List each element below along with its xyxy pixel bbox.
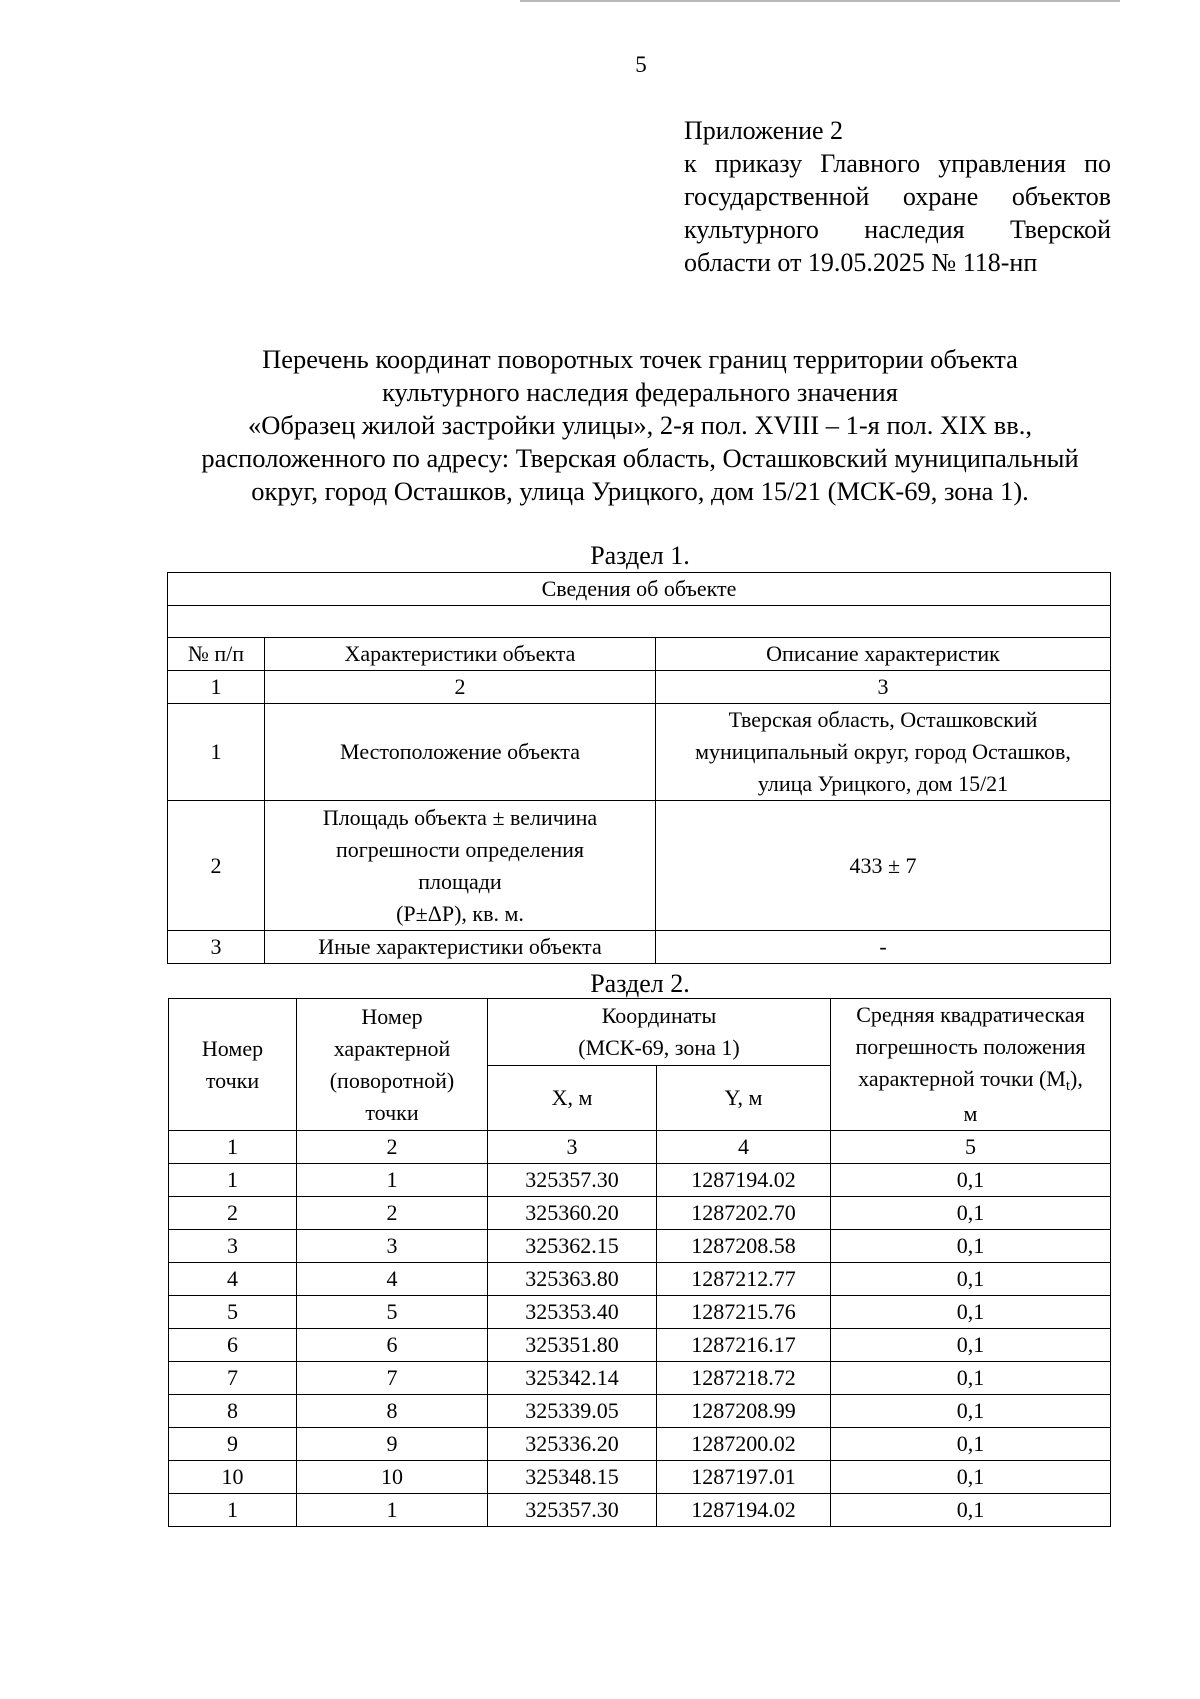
- characteristic-cell: Местоположение объекта: [265, 704, 656, 801]
- error-cell: 0,1: [831, 1395, 1111, 1428]
- row-number-cell: 3: [168, 931, 265, 964]
- char-point-number-cell: 6: [297, 1329, 488, 1362]
- error-cell: 0,1: [831, 1362, 1111, 1395]
- table-row: [169, 1395, 1111, 1428]
- point-number-cell: 3: [169, 1230, 297, 1263]
- characteristic-cell: Иные характеристики объекта: [265, 931, 656, 964]
- header-cell: № п/п: [168, 638, 265, 671]
- point-number-cell: 4: [169, 1263, 297, 1296]
- y-coordinate-cell: 1287215.76: [657, 1296, 831, 1329]
- y-coordinate-cell: 1287218.72: [657, 1362, 831, 1395]
- table-row: [169, 1362, 1111, 1395]
- char-point-number-cell: 7: [297, 1362, 488, 1395]
- title-line: культурного наследия федерального значения: [382, 377, 898, 407]
- characteristic-cell: Площадь объекта ± величина погрешности определения площади (Р±ΔР), кв. м.: [265, 801, 656, 931]
- point-number-cell: 1: [169, 1494, 297, 1527]
- top-border-line: [520, 0, 1120, 2]
- char-point-number-cell: 1: [297, 1164, 488, 1197]
- char-point-number-cell: 3: [297, 1230, 488, 1263]
- x-coordinate-cell: 325357.30: [488, 1494, 657, 1527]
- header-cell: Характеристики объекта: [265, 638, 656, 671]
- error-cell: 0,1: [831, 1428, 1111, 1461]
- table-empty-row: [168, 606, 1111, 638]
- error-cell: 0,1: [831, 1461, 1111, 1494]
- appendix-text: к приказу Главного управления по государственной охране объектов культурного наследия Тверской: [684, 149, 1111, 244]
- column-number-cell: 1: [168, 671, 265, 704]
- x-coordinate-cell: 325348.15: [488, 1461, 657, 1494]
- header-characteristic-point-number: Номер характерной (поворотной) точки: [297, 999, 488, 1131]
- column-number-cell: 4: [657, 1131, 831, 1164]
- section2-heading: Раздел 2.: [590, 969, 690, 998]
- x-coordinate-cell: 325339.05: [488, 1395, 657, 1428]
- column-number-cell: 5: [831, 1131, 1111, 1164]
- point-number-cell: 6: [169, 1329, 297, 1362]
- char-point-number-cell: 1: [297, 1494, 488, 1527]
- table-row: [169, 1263, 1111, 1296]
- x-coordinate-cell: 325336.20: [488, 1428, 657, 1461]
- char-point-number-cell: 9: [297, 1428, 488, 1461]
- point-number-cell: 5: [169, 1296, 297, 1329]
- y-coordinate-cell: 1287212.77: [657, 1263, 831, 1296]
- table-row: [169, 1329, 1111, 1362]
- section1-heading: Раздел 1.: [590, 541, 690, 570]
- document-title: [160, 343, 1120, 508]
- header-error: Средняя квадратическая погрешность положения характерной точки (Мt), м: [831, 999, 1111, 1131]
- x-coordinate-cell: 325353.40: [488, 1296, 657, 1329]
- point-number-cell: 9: [169, 1428, 297, 1461]
- title-line: расположенного по адресу: Тверская область, Осташковский муниципальный: [201, 443, 1079, 473]
- y-coordinate-cell: 1287197.01: [657, 1461, 831, 1494]
- y-coordinate-cell: 1287200.02: [657, 1428, 831, 1461]
- table-row: [169, 1197, 1111, 1230]
- table-row: [169, 1164, 1111, 1197]
- point-number-cell: 7: [169, 1362, 297, 1395]
- error-cell: 0,1: [831, 1263, 1111, 1296]
- appendix-title: Приложение 2: [684, 116, 844, 145]
- title-line: Перечень координат поворотных точек границ территории объекта: [262, 344, 1018, 374]
- point-number-cell: 1: [169, 1164, 297, 1197]
- table-row: [169, 1494, 1111, 1527]
- header-y: Y, м: [657, 1066, 831, 1131]
- column-number-cell: 3: [488, 1131, 657, 1164]
- column-number-cell: 2: [297, 1131, 488, 1164]
- char-point-number-cell: 4: [297, 1263, 488, 1296]
- error-cell: 0,1: [831, 1230, 1111, 1263]
- y-coordinate-cell: 1287208.58: [657, 1230, 831, 1263]
- x-coordinate-cell: 325342.14: [488, 1362, 657, 1395]
- row-number-cell: 2: [168, 801, 265, 931]
- x-coordinate-cell: 325357.30: [488, 1164, 657, 1197]
- row-number-cell: 1: [168, 704, 265, 801]
- header-coordinates: Координаты (МСК-69, зона 1): [488, 999, 831, 1066]
- header-x: X, м: [488, 1066, 657, 1131]
- error-cell: 0,1: [831, 1296, 1111, 1329]
- char-point-number-cell: 8: [297, 1395, 488, 1428]
- appendix-block: [684, 114, 1111, 279]
- appendix-order-line: области от 19.05.2025 № 118-нп: [684, 248, 1038, 277]
- y-coordinate-cell: 1287216.17: [657, 1329, 831, 1362]
- point-number-cell: 2: [169, 1197, 297, 1230]
- error-cell: 0,1: [831, 1164, 1111, 1197]
- error-cell: 0,1: [831, 1197, 1111, 1230]
- column-number-cell: 3: [656, 671, 1111, 704]
- table-title: Сведения об объекте: [168, 573, 1111, 606]
- error-cell: 0,1: [831, 1329, 1111, 1362]
- x-coordinate-cell: 325360.20: [488, 1197, 657, 1230]
- coordinates-table: [168, 998, 1111, 1527]
- y-coordinate-cell: 1287202.70: [657, 1197, 831, 1230]
- title-line: «Образец жилой застройки улицы», 2-я пол. XVIII – 1-я пол. XIX вв.,: [247, 410, 1033, 440]
- point-number-cell: 8: [169, 1395, 297, 1428]
- table-row: [169, 1461, 1111, 1494]
- x-coordinate-cell: 325362.15: [488, 1230, 657, 1263]
- char-point-number-cell: 10: [297, 1461, 488, 1494]
- description-cell: Тверская область, Осташковский муниципальный округ, город Осташков, улица Урицкого, дом 15/21: [656, 704, 1111, 801]
- y-coordinate-cell: 1287194.02: [657, 1164, 831, 1197]
- x-coordinate-cell: 325351.80: [488, 1329, 657, 1362]
- y-coordinate-cell: 1287208.99: [657, 1395, 831, 1428]
- page-number: 5: [635, 52, 647, 77]
- table-row: [169, 1230, 1111, 1263]
- table-row: [169, 1296, 1111, 1329]
- point-number-cell: 10: [169, 1461, 297, 1494]
- title-line: округ, город Осташков, улица Урицкого, дом 15/21 (МСК-69, зона 1).: [251, 476, 1029, 506]
- column-number-cell: 2: [265, 671, 656, 704]
- char-point-number-cell: 2: [297, 1197, 488, 1230]
- object-info-table: [167, 572, 1111, 964]
- error-cell: 0,1: [831, 1494, 1111, 1527]
- column-number-cell: 1: [169, 1131, 297, 1164]
- header-cell: Описание характеристик: [656, 638, 1111, 671]
- y-coordinate-cell: 1287194.02: [657, 1494, 831, 1527]
- description-cell: -: [656, 931, 1111, 964]
- char-point-number-cell: 5: [297, 1296, 488, 1329]
- table-row: [169, 1428, 1111, 1461]
- x-coordinate-cell: 325363.80: [488, 1263, 657, 1296]
- description-cell: 433 ± 7: [656, 801, 1111, 931]
- header-point-number: Номер точки: [169, 999, 297, 1131]
